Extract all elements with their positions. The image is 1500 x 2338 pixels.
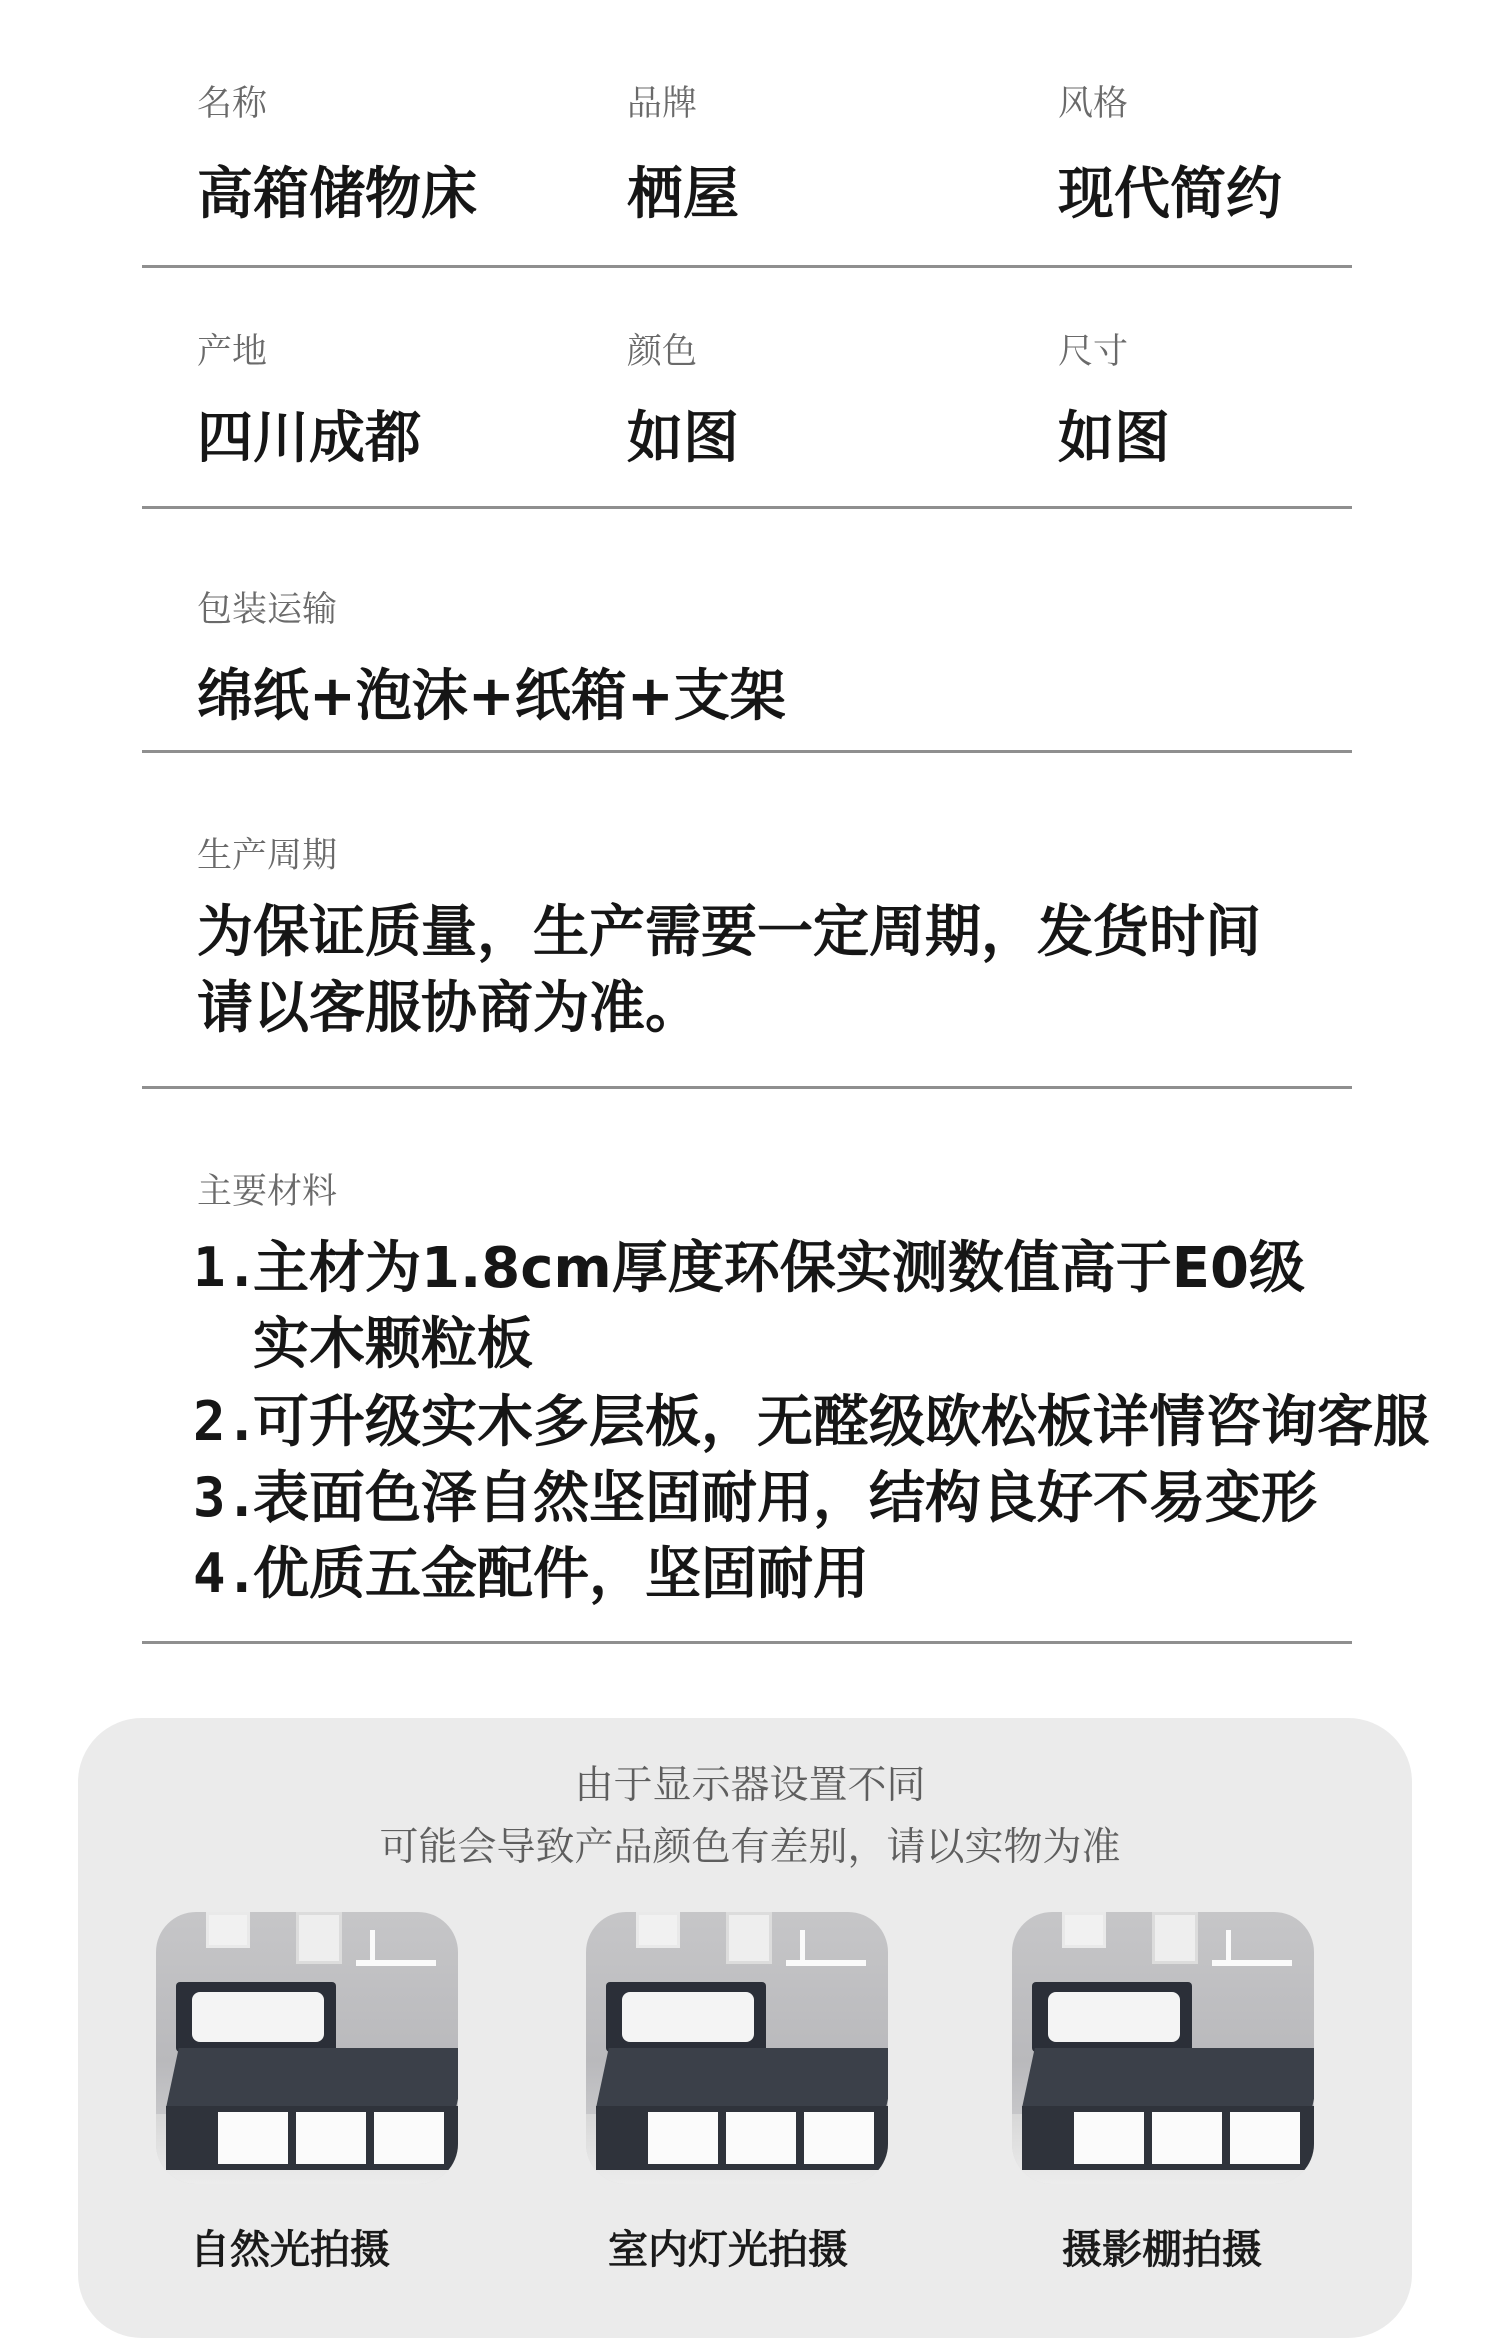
spec-label-color: 颜色 [627, 332, 698, 372]
packaging-value: 绵纸+泡沫+纸箱+支架 [197, 664, 786, 729]
material-item-text: 实木颗粒板 [253, 1312, 533, 1377]
packaging-label: 包装运输 [197, 590, 338, 630]
material-item-number: 4. [193, 1542, 259, 1605]
divider [142, 1641, 1352, 1644]
production-text-line-2: 请以客服协商为准。 [197, 976, 701, 1041]
material-item-number: 1. [193, 1236, 259, 1299]
material-item-text: 可升级实木多层板，无醛级欧松板详情咨询客服 [253, 1390, 1429, 1455]
notice-line-2: 可能会导致产品颜色有差别，请以实物为准 [379, 1825, 1121, 1870]
divider [142, 750, 1352, 753]
divider [142, 265, 1352, 268]
spec-label-brand: 品牌 [627, 84, 698, 124]
material-item-number: 3. [193, 1466, 259, 1529]
divider [142, 1086, 1352, 1089]
spec-value-brand: 栖屋 [627, 162, 739, 227]
production-label: 生产周期 [197, 836, 338, 876]
spec-value-size: 如图 [1058, 406, 1170, 471]
photo-caption: 摄影棚拍摄 [1062, 2227, 1262, 2273]
spec-value-style: 现代简约 [1058, 162, 1282, 227]
spec-label-style: 风格 [1058, 84, 1129, 124]
notice-line-1: 由于显示器设置不同 [574, 1763, 926, 1808]
photo-caption: 自然光拍摄 [190, 2227, 390, 2273]
spec-label-origin: 产地 [197, 332, 268, 372]
bed-photo-natural-light [156, 1912, 458, 2184]
production-text-line-1: 为保证质量，生产需要一定周期，发货时间 [197, 900, 1261, 965]
bed-photo-indoor-light [586, 1912, 888, 2184]
materials-label: 主要材料 [197, 1172, 338, 1212]
material-item-text: 表面色泽自然坚固耐用，结构良好不易变形 [253, 1466, 1317, 1531]
spec-value-color: 如图 [627, 406, 739, 471]
spec-label-name: 名称 [197, 84, 268, 124]
spec-value-name: 高箱储物床 [197, 162, 477, 227]
material-item-number: 2. [193, 1390, 259, 1453]
spec-value-origin: 四川成都 [197, 406, 421, 471]
bed-photo-studio [1012, 1912, 1314, 2184]
photo-caption: 室内灯光拍摄 [608, 2227, 848, 2273]
material-item-text: 优质五金配件，坚固耐用 [253, 1542, 869, 1607]
material-item-text: 主材为1.8cm厚度环保实测数值高于E0级 [253, 1236, 1305, 1301]
spec-label-size: 尺寸 [1058, 332, 1129, 372]
divider [142, 506, 1352, 509]
